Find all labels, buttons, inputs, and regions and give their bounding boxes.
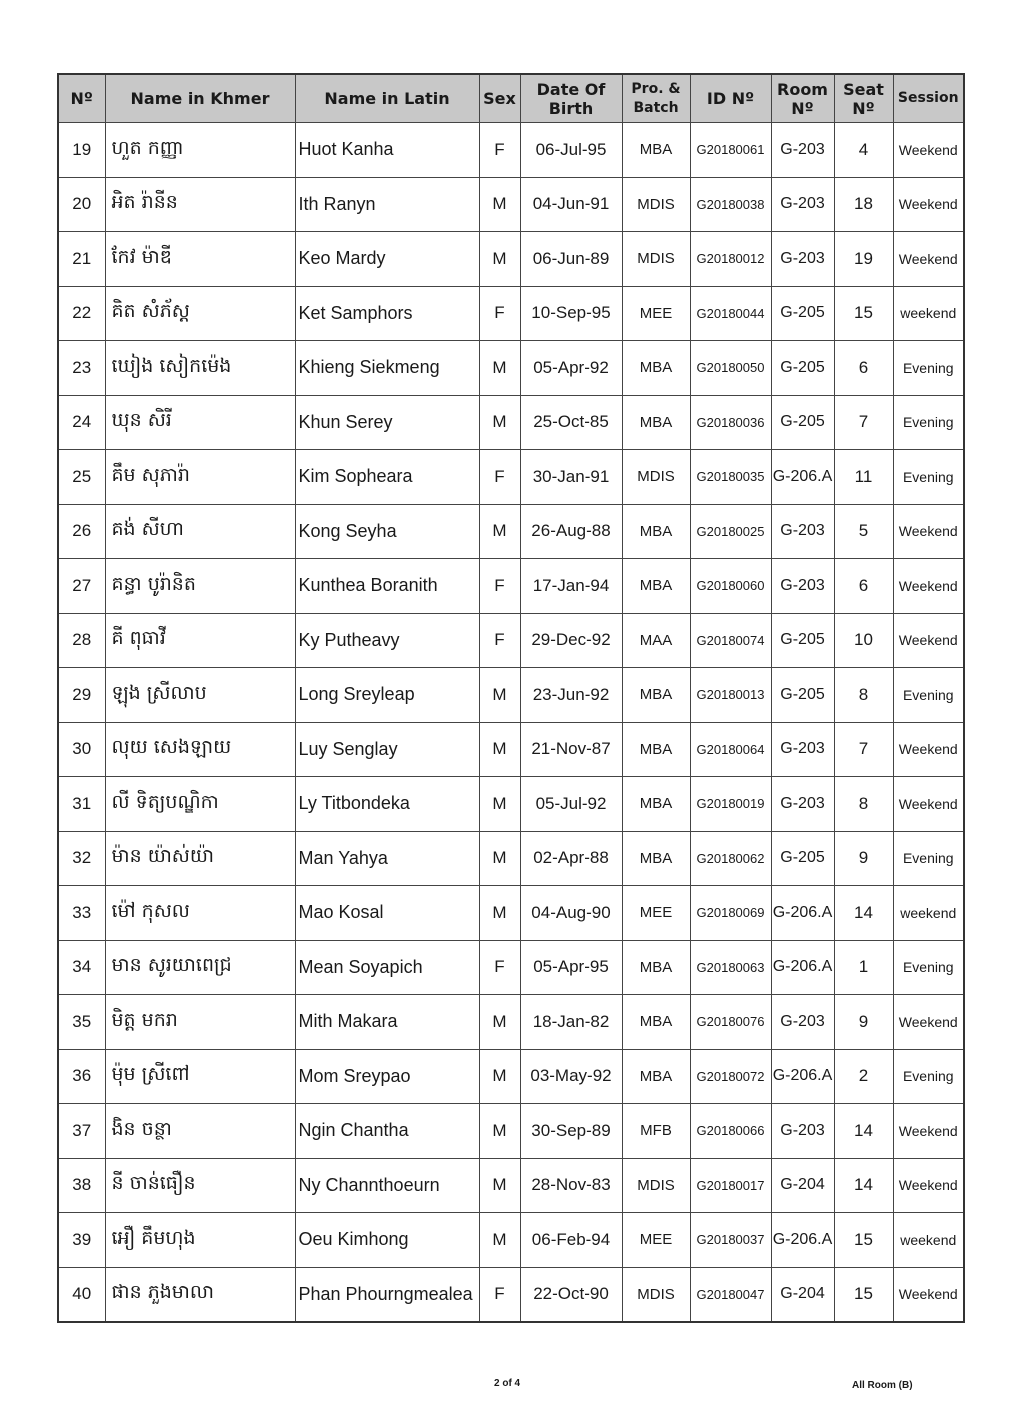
cell-sex: M <box>479 777 520 832</box>
cell-name-khmer: អិត រ៉ានីន <box>105 177 295 232</box>
cell-seat-no: 7 <box>834 395 893 450</box>
cell-room-no: G-203 <box>771 722 834 777</box>
cell-date-of-birth: 25-Oct-85 <box>520 395 622 450</box>
cell-session: Weekend <box>893 1158 964 1213</box>
cell-date-of-birth: 04-Jun-91 <box>520 177 622 232</box>
cell-sex: F <box>479 559 520 614</box>
cell-seat-no: 14 <box>834 1104 893 1159</box>
cell-date-of-birth: 21-Nov-87 <box>520 722 622 777</box>
cell-session: weekend <box>893 286 964 341</box>
cell-sex: M <box>479 886 520 941</box>
cell-session: Weekend <box>893 995 964 1050</box>
cell-program-batch: MDIS <box>622 1158 690 1213</box>
cell-room-no: G-203 <box>771 777 834 832</box>
cell-room-no: G-203 <box>771 177 834 232</box>
cell-session: Evening <box>893 395 964 450</box>
cell-seat-no: 18 <box>834 177 893 232</box>
header-id-no: ID Nº <box>690 74 771 123</box>
cell-room-no: G-203 <box>771 232 834 287</box>
cell-program-batch: MEE <box>622 886 690 941</box>
cell-room-no: G-206.A <box>771 886 834 941</box>
cell-date-of-birth: 05-Apr-95 <box>520 940 622 995</box>
cell-program-batch: MBA <box>622 831 690 886</box>
cell-room-no: G-205 <box>771 668 834 723</box>
cell-seat-no: 19 <box>834 232 893 287</box>
cell-program-batch: MBA <box>622 504 690 559</box>
header-sex: Sex <box>479 74 520 123</box>
cell-seat-no: 6 <box>834 341 893 396</box>
cell-room-no: G-205 <box>771 341 834 396</box>
cell-no: 40 <box>58 1267 105 1322</box>
cell-name-khmer: អឿ គឹមហុង <box>105 1213 295 1268</box>
cell-name-khmer: គឹម សុភារ៉ា <box>105 450 295 505</box>
cell-seat-no: 8 <box>834 668 893 723</box>
cell-name-khmer: នី ចាន់ធឿន <box>105 1158 295 1213</box>
cell-sex: M <box>479 341 520 396</box>
cell-program-batch: MBA <box>622 395 690 450</box>
cell-date-of-birth: 10-Sep-95 <box>520 286 622 341</box>
cell-name-khmer: កែវ ម៉ាឌី <box>105 232 295 287</box>
cell-no: 22 <box>58 286 105 341</box>
cell-sex: F <box>479 940 520 995</box>
cell-id-no: G20180074 <box>690 613 771 668</box>
cell-seat-no: 1 <box>834 940 893 995</box>
cell-program-batch: MBA <box>622 995 690 1050</box>
cell-date-of-birth: 06-Jun-89 <box>520 232 622 287</box>
cell-no: 30 <box>58 722 105 777</box>
cell-id-no: G20180062 <box>690 831 771 886</box>
header-name-latin: Name in Latin <box>295 74 479 123</box>
cell-date-of-birth: 03-May-92 <box>520 1049 622 1104</box>
cell-session: Weekend <box>893 504 964 559</box>
cell-sex: M <box>479 1213 520 1268</box>
cell-room-no: G-205 <box>771 613 834 668</box>
cell-name-khmer: ឡុង ស្រីលាប <box>105 668 295 723</box>
table-row <box>58 668 964 723</box>
cell-name-khmer: គី ពុធាវី <box>105 613 295 668</box>
cell-id-no: G20180037 <box>690 1213 771 1268</box>
cell-program-batch: MBA <box>622 1049 690 1104</box>
cell-no: 36 <box>58 1049 105 1104</box>
cell-seat-no: 5 <box>834 504 893 559</box>
cell-seat-no: 14 <box>834 886 893 941</box>
cell-id-no: G20180044 <box>690 286 771 341</box>
cell-no: 26 <box>58 504 105 559</box>
cell-sex: F <box>479 613 520 668</box>
cell-program-batch: MFB <box>622 1104 690 1159</box>
cell-sex: M <box>479 995 520 1050</box>
cell-no: 39 <box>58 1213 105 1268</box>
cell-no: 31 <box>58 777 105 832</box>
cell-id-no: G20180012 <box>690 232 771 287</box>
cell-name-khmer: ម៉ាន យ៉ាស់យ៉ា <box>105 831 295 886</box>
cell-name-latin: Man Yahya <box>295 831 479 886</box>
cell-date-of-birth: 06-Feb-94 <box>520 1213 622 1268</box>
cell-room-no: G-203 <box>771 995 834 1050</box>
cell-program-batch: MBA <box>622 722 690 777</box>
cell-name-khmer: ឃុន សិរី <box>105 395 295 450</box>
cell-name-latin: Luy Senglay <box>295 722 479 777</box>
cell-date-of-birth: 04-Aug-90 <box>520 886 622 941</box>
cell-program-batch: MDIS <box>622 1267 690 1322</box>
cell-name-khmer: ផាន ភួងមាលា <box>105 1267 295 1322</box>
cell-id-no: G20180038 <box>690 177 771 232</box>
cell-seat-no: 11 <box>834 450 893 505</box>
table-row <box>58 286 964 341</box>
cell-date-of-birth: 30-Jan-91 <box>520 450 622 505</box>
cell-date-of-birth: 30-Sep-89 <box>520 1104 622 1159</box>
cell-no: 34 <box>58 940 105 995</box>
cell-date-of-birth: 28-Nov-83 <box>520 1158 622 1213</box>
table-row <box>58 450 964 505</box>
cell-name-latin: Khieng Siekmeng <box>295 341 479 396</box>
table-row <box>58 1158 964 1213</box>
cell-room-no: G-205 <box>771 286 834 341</box>
cell-seat-no: 10 <box>834 613 893 668</box>
cell-session: Weekend <box>893 559 964 614</box>
cell-sex: M <box>479 668 520 723</box>
cell-no: 38 <box>58 1158 105 1213</box>
header-seat-no: Seat Nº <box>834 74 893 123</box>
table-row <box>58 177 964 232</box>
table-row <box>58 1104 964 1159</box>
cell-name-khmer: គិត សំភ័ស្ត <box>105 286 295 341</box>
cell-session: Weekend <box>893 722 964 777</box>
cell-id-no: G20180076 <box>690 995 771 1050</box>
cell-name-latin: Ith Ranyn <box>295 177 479 232</box>
cell-name-khmer: ហួត កញ្ញា <box>105 123 295 178</box>
cell-session: Evening <box>893 940 964 995</box>
cell-sex: M <box>479 722 520 777</box>
table-row <box>58 395 964 450</box>
cell-date-of-birth: 05-Apr-92 <box>520 341 622 396</box>
cell-sex: M <box>479 232 520 287</box>
cell-name-latin: Long Sreyleap <box>295 668 479 723</box>
cell-name-khmer: ងិន ចន្ថា <box>105 1104 295 1159</box>
cell-sex: F <box>479 450 520 505</box>
cell-seat-no: 9 <box>834 995 893 1050</box>
table-row <box>58 886 964 941</box>
cell-name-latin: Ly Titbondeka <box>295 777 479 832</box>
cell-session: weekend <box>893 886 964 941</box>
cell-seat-no: 9 <box>834 831 893 886</box>
cell-no: 32 <box>58 831 105 886</box>
cell-name-khmer: លី ទិត្យបណ្ឌិកា <box>105 777 295 832</box>
cell-sex: F <box>479 1267 520 1322</box>
cell-session: Weekend <box>893 123 964 178</box>
cell-program-batch: MBA <box>622 559 690 614</box>
cell-date-of-birth: 18-Jan-82 <box>520 995 622 1050</box>
table-row <box>58 722 964 777</box>
table-row <box>58 341 964 396</box>
table-row <box>58 777 964 832</box>
cell-name-latin: Kim Sopheara <box>295 450 479 505</box>
cell-room-no: G-206.A <box>771 1213 834 1268</box>
cell-no: 37 <box>58 1104 105 1159</box>
cell-name-latin: Kunthea Boranith <box>295 559 479 614</box>
cell-name-latin: Ket Samphors <box>295 286 479 341</box>
cell-sex: M <box>479 1104 520 1159</box>
cell-name-khmer: គង់ សីហា <box>105 504 295 559</box>
cell-room-no: G-205 <box>771 395 834 450</box>
cell-seat-no: 4 <box>834 123 893 178</box>
cell-sex: M <box>479 504 520 559</box>
cell-id-no: G20180060 <box>690 559 771 614</box>
cell-id-no: G20180013 <box>690 668 771 723</box>
cell-no: 29 <box>58 668 105 723</box>
cell-seat-no: 7 <box>834 722 893 777</box>
cell-room-no: G-203 <box>771 559 834 614</box>
cell-name-khmer: លុយ សេងឡាយ <box>105 722 295 777</box>
cell-session: Evening <box>893 341 964 396</box>
cell-room-no: G-206.A <box>771 1049 834 1104</box>
cell-session: Weekend <box>893 1104 964 1159</box>
cell-id-no: G20180025 <box>690 504 771 559</box>
cell-seat-no: 2 <box>834 1049 893 1104</box>
cell-sex: M <box>479 1049 520 1104</box>
cell-date-of-birth: 22-Oct-90 <box>520 1267 622 1322</box>
cell-name-latin: Mom Sreypao <box>295 1049 479 1104</box>
cell-program-batch: MBA <box>622 940 690 995</box>
cell-session: Evening <box>893 831 964 886</box>
cell-name-latin: Ky Putheavy <box>295 613 479 668</box>
table-row <box>58 1267 964 1322</box>
cell-id-no: G20180064 <box>690 722 771 777</box>
cell-no: 25 <box>58 450 105 505</box>
header-row <box>58 74 964 123</box>
cell-program-batch: MBA <box>622 668 690 723</box>
cell-sex: M <box>479 177 520 232</box>
cell-session: Evening <box>893 450 964 505</box>
table-row <box>58 232 964 287</box>
cell-session: Evening <box>893 1049 964 1104</box>
cell-no: 24 <box>58 395 105 450</box>
cell-name-latin: Keo Mardy <box>295 232 479 287</box>
cell-seat-no: 8 <box>834 777 893 832</box>
cell-program-batch: MDIS <box>622 450 690 505</box>
table-row <box>58 504 964 559</box>
cell-name-khmer: ម៉ុម ស្រីពៅ <box>105 1049 295 1104</box>
cell-no: 27 <box>58 559 105 614</box>
cell-name-latin: Mao Kosal <box>295 886 479 941</box>
cell-program-batch: MBA <box>622 123 690 178</box>
cell-room-no: G-206.A <box>771 940 834 995</box>
cell-room-no: G-204 <box>771 1267 834 1322</box>
cell-session: Weekend <box>893 777 964 832</box>
cell-name-khmer: ម៉ៅ កុសល <box>105 886 295 941</box>
table-row <box>58 123 964 178</box>
cell-date-of-birth: 05-Jul-92 <box>520 777 622 832</box>
table-header <box>58 74 964 123</box>
cell-room-no: G-206.A <box>771 450 834 505</box>
cell-date-of-birth: 26-Aug-88 <box>520 504 622 559</box>
cell-name-latin: Mean Soyapich <box>295 940 479 995</box>
cell-id-no: G20180036 <box>690 395 771 450</box>
cell-program-batch: MDIS <box>622 232 690 287</box>
cell-program-batch: MEE <box>622 286 690 341</box>
cell-program-batch: MAA <box>622 613 690 668</box>
header-date-of-birth: Date Of Birth <box>520 74 622 123</box>
cell-session: weekend <box>893 1213 964 1268</box>
cell-no: 20 <box>58 177 105 232</box>
cell-sex: M <box>479 831 520 886</box>
cell-program-batch: MDIS <box>622 177 690 232</box>
cell-id-no: G20180072 <box>690 1049 771 1104</box>
cell-name-khmer: មាន សូរយាពេជ្រ <box>105 940 295 995</box>
cell-name-latin: Oeu Kimhong <box>295 1213 479 1268</box>
cell-sex: F <box>479 286 520 341</box>
cell-id-no: G20180066 <box>690 1104 771 1159</box>
cell-no: 21 <box>58 232 105 287</box>
cell-name-latin: Huot Kanha <box>295 123 479 178</box>
cell-name-latin: Phan Phourngmealea <box>295 1267 479 1322</box>
table-body <box>58 123 964 1323</box>
header-room-no: Room Nº <box>771 74 834 123</box>
cell-program-batch: MBA <box>622 341 690 396</box>
cell-no: 23 <box>58 341 105 396</box>
cell-name-latin: Kong Seyha <box>295 504 479 559</box>
table-row <box>58 1049 964 1104</box>
table-row <box>58 1213 964 1268</box>
cell-name-latin: Mith Makara <box>295 995 479 1050</box>
cell-no: 35 <box>58 995 105 1050</box>
cell-date-of-birth: 17-Jan-94 <box>520 559 622 614</box>
cell-date-of-birth: 06-Jul-95 <box>520 123 622 178</box>
page-number: 2 of 4 <box>494 1378 521 1389</box>
table-row <box>58 613 964 668</box>
cell-name-khmer: មិត្ត មករា <box>105 995 295 1050</box>
cell-name-latin: Ny Channthoeurn <box>295 1158 479 1213</box>
cell-id-no: G20180019 <box>690 777 771 832</box>
cell-seat-no: 14 <box>834 1158 893 1213</box>
cell-sex: F <box>479 123 520 178</box>
cell-session: Weekend <box>893 177 964 232</box>
cell-id-no: G20180035 <box>690 450 771 505</box>
cell-session: Weekend <box>893 232 964 287</box>
cell-room-no: G-204 <box>771 1158 834 1213</box>
cell-name-latin: Ngin Chantha <box>295 1104 479 1159</box>
cell-room-no: G-203 <box>771 504 834 559</box>
footer-room-label: All Room (B) <box>852 1380 913 1391</box>
cell-session: Evening <box>893 668 964 723</box>
cell-id-no: G20180017 <box>690 1158 771 1213</box>
cell-no: 33 <box>58 886 105 941</box>
cell-seat-no: 6 <box>834 559 893 614</box>
cell-name-khmer: គន្ធា បូរ៉ានិត <box>105 559 295 614</box>
cell-seat-no: 15 <box>834 286 893 341</box>
header-session: Session <box>893 74 964 123</box>
cell-room-no: G-203 <box>771 123 834 178</box>
cell-program-batch: MBA <box>622 777 690 832</box>
cell-sex: M <box>479 395 520 450</box>
cell-date-of-birth: 02-Apr-88 <box>520 831 622 886</box>
cell-session: Weekend <box>893 613 964 668</box>
roster-sheet <box>57 73 963 1323</box>
cell-id-no: G20180061 <box>690 123 771 178</box>
cell-date-of-birth: 23-Jun-92 <box>520 668 622 723</box>
cell-room-no: G-203 <box>771 1104 834 1159</box>
student-roster-table <box>57 73 965 1323</box>
cell-no: 19 <box>58 123 105 178</box>
cell-seat-no: 15 <box>834 1213 893 1268</box>
table-row <box>58 995 964 1050</box>
header-name-khmer: Name in Khmer <box>105 74 295 123</box>
cell-id-no: G20180050 <box>690 341 771 396</box>
cell-sex: M <box>479 1158 520 1213</box>
header-no: Nº <box>58 74 105 123</box>
cell-room-no: G-205 <box>771 831 834 886</box>
cell-id-no: G20180069 <box>690 886 771 941</box>
header-program-batch: Pro. & Batch <box>622 74 690 123</box>
table-row <box>58 831 964 886</box>
cell-session: Weekend <box>893 1267 964 1322</box>
cell-no: 28 <box>58 613 105 668</box>
cell-name-latin: Khun Serey <box>295 395 479 450</box>
table-row <box>58 940 964 995</box>
table-row <box>58 559 964 614</box>
cell-program-batch: MEE <box>622 1213 690 1268</box>
cell-date-of-birth: 29-Dec-92 <box>520 613 622 668</box>
cell-id-no: G20180063 <box>690 940 771 995</box>
cell-seat-no: 15 <box>834 1267 893 1322</box>
cell-id-no: G20180047 <box>690 1267 771 1322</box>
cell-name-khmer: ឃៀង សៀកម៉េង <box>105 341 295 396</box>
